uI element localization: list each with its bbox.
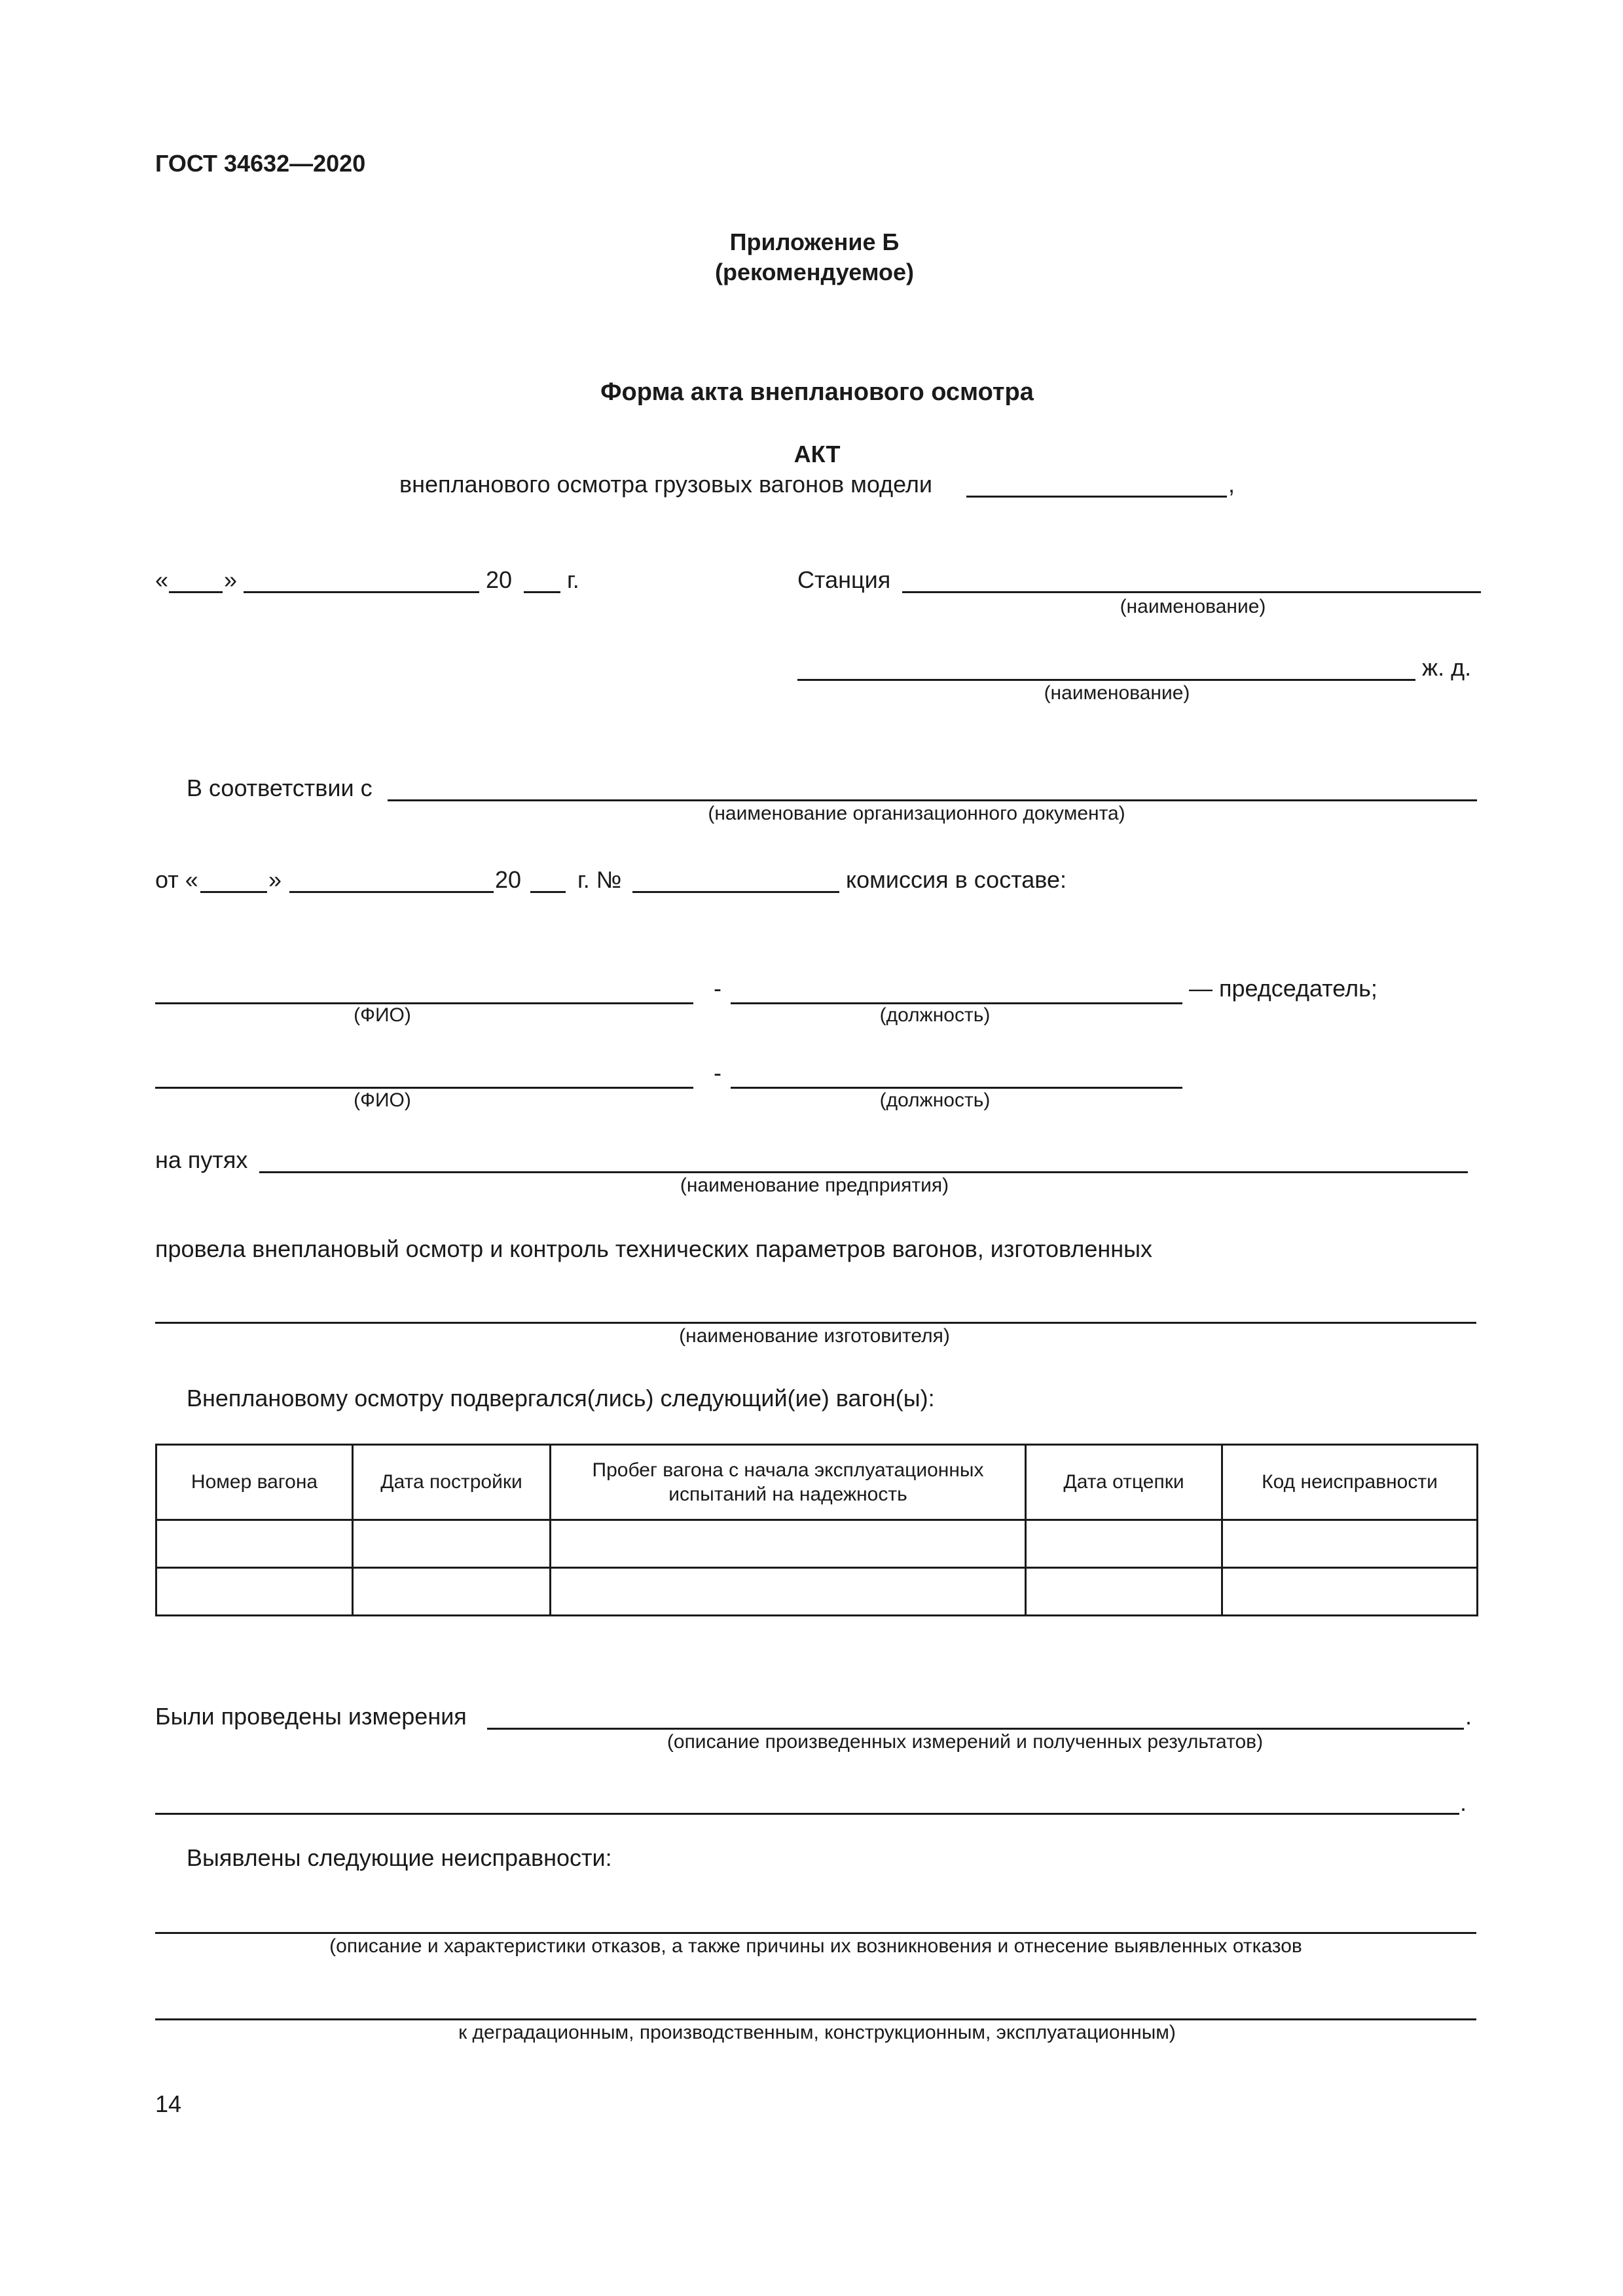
member-2-name-line[interactable] xyxy=(155,1087,693,1089)
faults-field-line-1[interactable] xyxy=(155,1932,1476,1934)
table-cell[interactable] xyxy=(156,1568,353,1616)
day-field-line[interactable] xyxy=(169,591,223,593)
table-cell[interactable] xyxy=(551,1568,1026,1616)
act-title: АКТ xyxy=(793,441,841,467)
basis-close-quote: » xyxy=(268,866,282,893)
form-title: Форма акта внепланового осмотра xyxy=(600,378,1034,406)
member-1-position-caption: (должность) xyxy=(879,1004,991,1026)
table-header-cell: Дата постройки xyxy=(353,1445,551,1520)
table-cell[interactable] xyxy=(1026,1568,1222,1616)
month-field-line[interactable] xyxy=(244,591,479,593)
railway-field-line[interactable] xyxy=(797,679,1415,681)
basis-number-label: г. № xyxy=(577,866,622,893)
commission-label: комиссия в составе: xyxy=(846,866,1067,893)
basis-month-field-line[interactable] xyxy=(289,891,494,893)
member-1-dash: - xyxy=(714,975,721,1002)
tracks-field-line[interactable] xyxy=(259,1171,1468,1173)
year-field-line[interactable] xyxy=(524,591,560,593)
station-field-line[interactable] xyxy=(902,591,1481,593)
table-header-cell: Пробег вагона с начала эксплуатационных испытаний на надежность xyxy=(551,1445,1026,1520)
basis-year-prefix: 20 xyxy=(495,866,522,893)
member-2-position-caption: (должность) xyxy=(879,1089,991,1111)
table-header-cell: Номер вагона xyxy=(156,1445,353,1520)
wagons-table xyxy=(155,1444,1478,1616)
station-caption: (наименование) xyxy=(1120,596,1266,617)
table-header-row xyxy=(156,1445,1478,1520)
table-header-cell: Код неисправности xyxy=(1222,1445,1478,1520)
member-2-dash: - xyxy=(714,1059,721,1086)
table-cell[interactable] xyxy=(353,1568,551,1616)
inspection-text: провела внеплановый осмотр и контроль технических параметров вагонов, изготовленных xyxy=(155,1235,1152,1262)
date-open-quote: « xyxy=(155,566,169,593)
faults-field-line-2[interactable] xyxy=(155,2018,1476,2020)
act-subtitle: внепланового осмотра грузовых вагонов модели xyxy=(399,471,933,498)
appendix-title: Приложение Б xyxy=(729,228,900,255)
table-cell[interactable] xyxy=(1026,1520,1222,1568)
railway-suffix: ж. д. xyxy=(1422,654,1472,681)
station-label: Станция xyxy=(797,566,891,593)
basis-from-label: от « xyxy=(155,866,198,893)
member-1-role: — председатель; xyxy=(1189,975,1377,1002)
table-row xyxy=(156,1520,1478,1568)
railway-caption: (наименование) xyxy=(1044,682,1190,704)
measurements-end: . xyxy=(1465,1703,1472,1730)
standard-number: ГОСТ 34632—2020 xyxy=(155,150,366,177)
faults-caption-2: к деградационным, производственным, конструкционным, эксплуатационным) xyxy=(458,2022,1176,2043)
basis-caption: (наименование организационного документа) xyxy=(708,803,1125,824)
table-cell[interactable] xyxy=(1222,1520,1478,1568)
member-2-name-caption: (ФИО) xyxy=(354,1089,411,1111)
member-1-name-line[interactable] xyxy=(155,1002,693,1004)
appendix-status: (рекомендуемое) xyxy=(715,259,914,285)
table-row xyxy=(156,1568,1478,1616)
measurements-caption: (описание произведенных измерений и полученных результатов) xyxy=(666,1731,1264,1753)
table-header-cell: Дата отцепки xyxy=(1026,1445,1222,1520)
act-subtitle-comma: , xyxy=(1228,471,1235,498)
tracks-label: на путях xyxy=(155,1146,248,1173)
measurements-field-line-2[interactable] xyxy=(155,1813,1459,1815)
manufacturer-caption: (наименование изготовителя) xyxy=(679,1325,950,1347)
member-2-position-line[interactable] xyxy=(731,1087,1182,1089)
manufacturer-field-line[interactable] xyxy=(155,1322,1476,1324)
basis-label: В соответствии с xyxy=(187,774,373,801)
faults-label: Выявлены следующие неисправности: xyxy=(187,1844,612,1871)
date-year-suffix: г. xyxy=(567,566,579,593)
page-number: 14 xyxy=(155,2090,182,2117)
member-1-name-caption: (ФИО) xyxy=(354,1004,411,1026)
model-field-line[interactable] xyxy=(966,496,1227,498)
date-year-prefix: 20 xyxy=(486,566,513,593)
wagons-intro: Внеплановому осмотру подвергался(лись) следующий(ие) вагон(ы): xyxy=(187,1385,935,1412)
date-close-quote: » xyxy=(224,566,238,593)
basis-number-field-line[interactable] xyxy=(632,891,839,893)
basis-day-field-line[interactable] xyxy=(200,891,267,893)
measurements-field-line[interactable] xyxy=(487,1728,1464,1730)
table-cell[interactable] xyxy=(353,1520,551,1568)
tracks-caption: (наименование предприятия) xyxy=(680,1175,949,1196)
table-cell[interactable] xyxy=(156,1520,353,1568)
basis-field-line[interactable] xyxy=(388,799,1477,801)
measurements-end-2: . xyxy=(1460,1789,1467,1816)
basis-year-field-line[interactable] xyxy=(530,891,566,893)
faults-caption-1: (описание и характеристики отказов, а также причины их возникновения и отнесение выявленных отказов xyxy=(329,1935,1302,1957)
table-cell[interactable] xyxy=(551,1520,1026,1568)
measurements-label: Были проведены измерения xyxy=(155,1703,467,1730)
table-cell[interactable] xyxy=(1222,1568,1478,1616)
